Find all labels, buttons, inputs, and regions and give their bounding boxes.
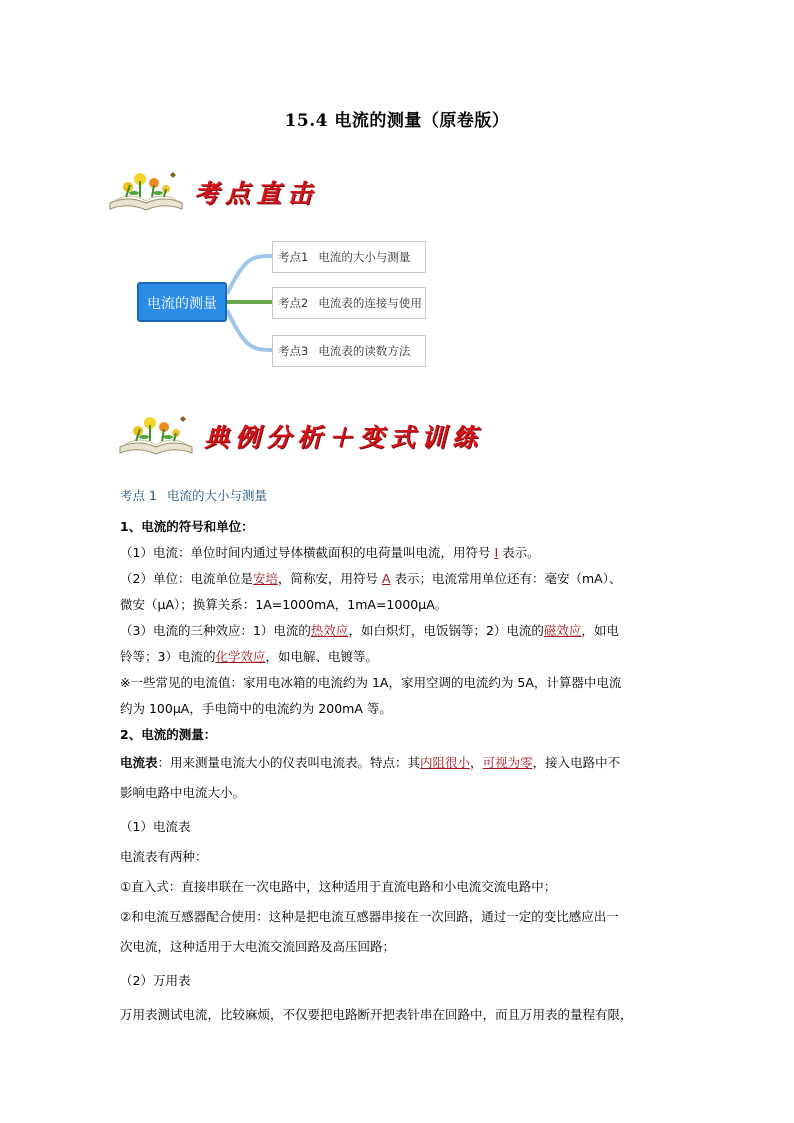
mind-map-branch-1 <box>272 241 426 273</box>
answer-blank: 磁效应 <box>543 623 582 638</box>
banner-examples <box>116 410 483 462</box>
banner-title: 考点直击 <box>194 179 319 208</box>
open-book-flowers-icon <box>116 413 196 459</box>
paragraph-two-types: 电流表有两种： <box>120 849 208 864</box>
branch-label: 电流表的连接与使用 <box>318 296 422 310</box>
paragraph-transformer-type: ②和电流互感器配合使用：这种是把电流互感器串接在一次回路，通过一定的变比感应出一 次电流，这种适用于大电流交流回路及高压回路； <box>120 909 619 954</box>
branch-num: 考点3 <box>278 344 309 358</box>
paragraph-multimeter: 万用表测试电流，比较麻烦，不仅要把电路断开把表针串在回路中，而且万用表的量程有限， <box>120 1007 633 1022</box>
paragraph-current-definition: （1）电流：单位时间内通过导体横截面积的电荷量叫电流，用符号 I 表示。 <box>120 545 540 560</box>
paragraph-ammeter: 电流表：用来测量电流大小的仪表叫电流表。特点：其内阻很小，可视为零，接入电路中不 影响电路中电流大小。 <box>120 755 621 800</box>
branch-label: 电流的大小与测量 <box>318 250 411 264</box>
answer-blank: A <box>381 571 391 586</box>
subheading-symbol-unit: 1、电流的符号和单位： <box>120 519 254 534</box>
mind-map-root: 电流的测量 <box>137 282 227 322</box>
section-heading-text: 电流的大小与测量 <box>166 488 267 503</box>
section-content <box>120 486 680 1030</box>
paragraph-direct-type: ①直入式：直接串联在一次电路中，这种适用于直流电路和小电流交流电路中； <box>120 879 557 894</box>
answer-blank: I <box>494 545 499 560</box>
section-heading <box>120 486 680 504</box>
banner-key-points <box>106 166 318 218</box>
branch-num: 考点1 <box>278 250 309 264</box>
answer-blank: 安培 <box>252 571 278 586</box>
branch-label: 电流表的读数方法 <box>318 344 411 358</box>
banner-title: 典例分析＋变式训练 <box>204 423 484 452</box>
answer-blank: 化学效应 <box>215 649 266 664</box>
subsection-ammeter: （1）电流表 <box>120 819 191 834</box>
mind-map-branch-2 <box>272 287 426 319</box>
page-title: 15.4 电流的测量（原卷版） <box>284 111 510 131</box>
answer-blank: 可视为零 <box>482 755 533 770</box>
subsection-multimeter: （2）万用表 <box>120 973 191 988</box>
open-book-flowers-icon <box>106 169 186 215</box>
paragraph-effects: （3）电流的三种效应：1）电流的热效应，如白炽灯，电饭锅等；2）电流的磁效应，如电 铃等；3）电流的化学效应，如电解、电镀等。 <box>120 623 619 664</box>
mind-map-branch-3 <box>272 335 426 367</box>
mind-map <box>130 232 440 372</box>
answer-blank: 热效应 <box>310 623 349 638</box>
paragraph-common-values: ※一些常见的电流值：家用电冰箱的电流约为 1A，家用空调的电流约为 5A，计算器中电流 约为 100μA，手电筒中的电流约为 200mA 等。 <box>120 675 622 716</box>
answer-blank: 内阻很小 <box>420 755 471 770</box>
section-heading-num: 考点 1 <box>120 488 157 503</box>
paragraph-unit: （2）单位：电流单位是安培，简称安，用符号 A 表示；电流常用单位还有：毫安（mA）、 微安（μA）；换算关系：1A=1000mA，1mA=1000μA。 <box>120 571 622 612</box>
subheading-measurement: 2、电流的测量： <box>120 727 217 742</box>
branch-num: 考点2 <box>278 296 309 310</box>
